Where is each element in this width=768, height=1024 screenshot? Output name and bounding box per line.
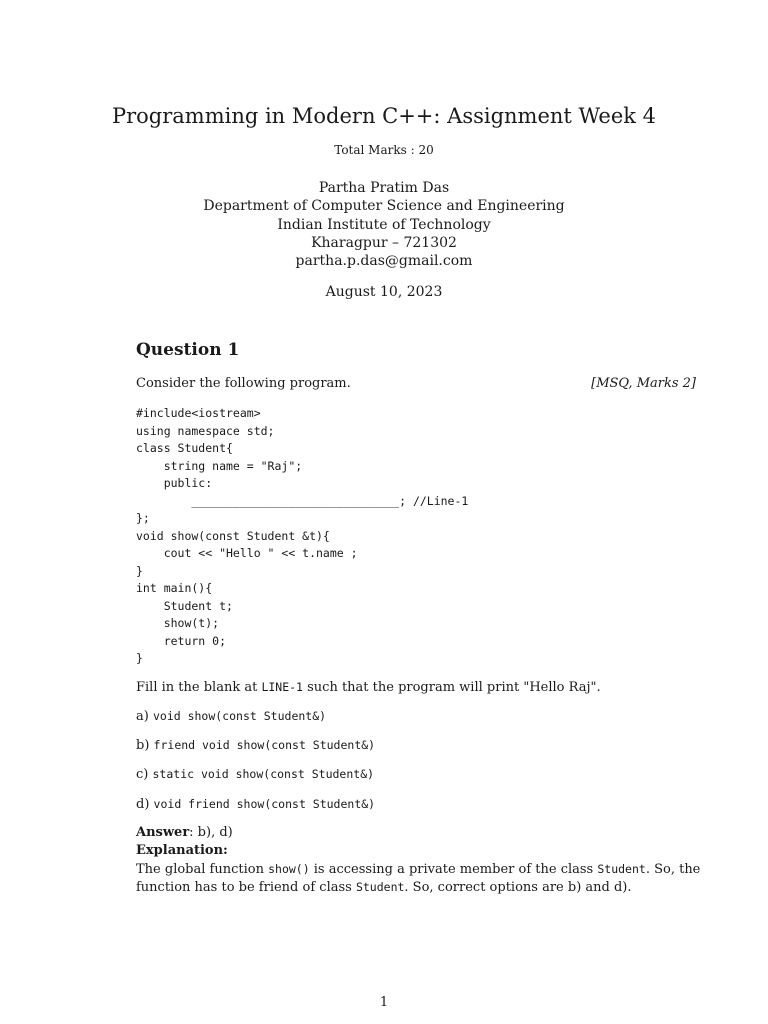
question-type-marks: [MSQ, Marks 2] [591,376,696,391]
fill-instruction [136,680,601,695]
author-email: partha.p.das@gmail.com [295,253,473,270]
option-b [136,738,375,753]
page-number: 1 [379,995,389,1010]
question-heading: Question 1 [136,340,240,360]
author-department: Department of Computer Science and Engineering [203,198,565,215]
explanation-part: . So, correct options are b) and d). [404,879,632,895]
explanation-part: is accessing a private member of the class [309,862,598,877]
total-marks: Total Marks : 20 [334,143,434,157]
explanation-part: The global function [136,862,269,877]
option-label: c) [136,767,149,782]
option-code: static void show(const Student&) [152,767,375,781]
option-code: friend void show(const Student&) [153,738,376,752]
option-label: a) [136,709,149,724]
document-title: Programming in Modern C++: Assignment Week 4 [111,104,657,128]
explanation-text [136,861,702,896]
document-date: August 10, 2023 [325,284,443,300]
option-label: b) [136,738,150,753]
option-d [136,797,375,812]
author-name: Partha Pratim Das [318,180,450,196]
answer-line [136,825,233,840]
explanation-code: Student [355,879,405,894]
fill-line-code: LINE-1 [261,680,303,694]
answer-label: Answer [136,825,190,840]
question-intro: Consider the following program. [136,376,351,391]
explanation-code: show() [268,862,310,876]
author-block [0,179,768,270]
answer-value: : b), d) [189,825,233,840]
option-label: d) [136,797,150,812]
option-code: void friend show(const Student&) [153,797,376,811]
fill-prefix: Fill in the blank at [136,680,262,695]
author-city: Kharagpur – 721302 [311,234,457,251]
option-c [136,767,374,782]
explanation-heading: Explanation: [136,843,228,858]
explanation-code: Student [597,862,646,876]
explanation-part: . So, the function has to be friend of class [136,862,701,895]
fill-suffix: such that the program will print "Hello Raj". [302,680,601,695]
code-listing: #include<iostream> using namespace std; class Student{ string name = "Raj"; public: ______________________________; //Line-1 }; void show(const Student &t){ cout << "Hello " << t.name ; } int main(){ Student t; show(t); return 0; } [136,406,469,665]
option-code: void show(const Student&) [152,709,327,723]
author-institute: Indian Institute of Technology [277,216,491,233]
option-a [136,709,326,724]
